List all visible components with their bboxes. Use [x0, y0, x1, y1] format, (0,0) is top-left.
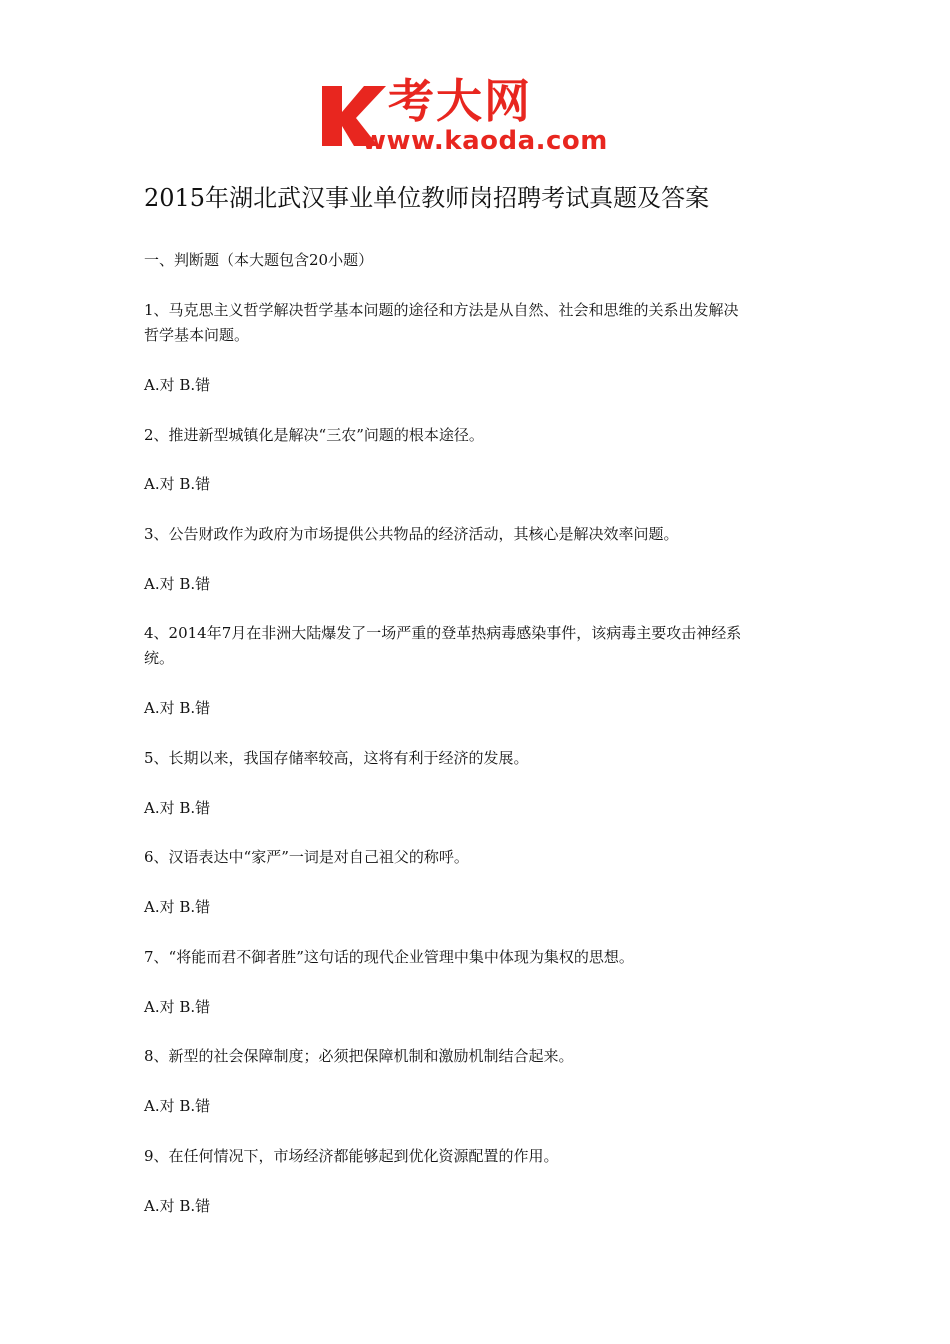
section-heading: 一、判断题（本大题包含20小题）: [144, 251, 374, 269]
site-logo[interactable]: [318, 76, 648, 160]
question-9-line-1: 9、在任何情况下，市场经济都能够起到优化资源配置的作用。: [144, 1147, 559, 1165]
question-2-options: A.对 B.错: [144, 475, 211, 493]
question-3-options: A.对 B.错: [144, 575, 211, 593]
question-1-line-1: 1、马克思主义哲学解决哲学基本问题的途径和方法是从自然、社会和思维的关系出发解决: [144, 301, 739, 319]
question-7-options: A.对 B.错: [144, 998, 211, 1016]
question-3-line-1: 3、公告财政作为政府为市场提供公共物品的经济活动，其核心是解决效率问题。: [144, 525, 679, 543]
document-title: 2015年湖北武汉事业单位教师岗招聘考试真题及答案: [144, 184, 710, 212]
question-6-line-1: 6、汉语表达中“家严”一词是对自己祖父的称呼。: [144, 848, 469, 866]
question-8-line-1: 8、新型的社会保障制度；必须把保障机制和激励机制结合起来。: [144, 1047, 574, 1065]
question-1-line-2: 哲学基本问题。: [144, 326, 250, 344]
question-4-options: A.对 B.错: [144, 699, 211, 717]
question-1-options: A.对 B.错: [144, 376, 211, 394]
question-5-line-1: 5、长期以来，我国存储率较高，这将有利于经济的发展。: [144, 749, 529, 767]
question-5-options: A.对 B.错: [144, 799, 211, 817]
question-2-line-1: 2、推进新型城镇化是解决“三农”问题的根本途径。: [144, 426, 484, 444]
question-4-line-2: 统。: [144, 649, 175, 667]
question-8-options: A.对 B.错: [144, 1097, 211, 1115]
question-6-options: A.对 B.错: [144, 898, 211, 916]
question-9-options: A.对 B.错: [144, 1197, 211, 1215]
question-4-line-1: 4、2014年7月在非洲大陆爆发了一场严重的登革热病毒感染事件，该病毒主要攻击神经系: [144, 624, 742, 642]
question-7-line-1: 7、“将能而君不御者胜”这句话的现代企业管理中集中体现为集权的思想。: [144, 948, 634, 966]
logo-url: www.kaoda.com: [362, 126, 608, 156]
logo-brand-name: 考大网: [388, 74, 532, 128]
